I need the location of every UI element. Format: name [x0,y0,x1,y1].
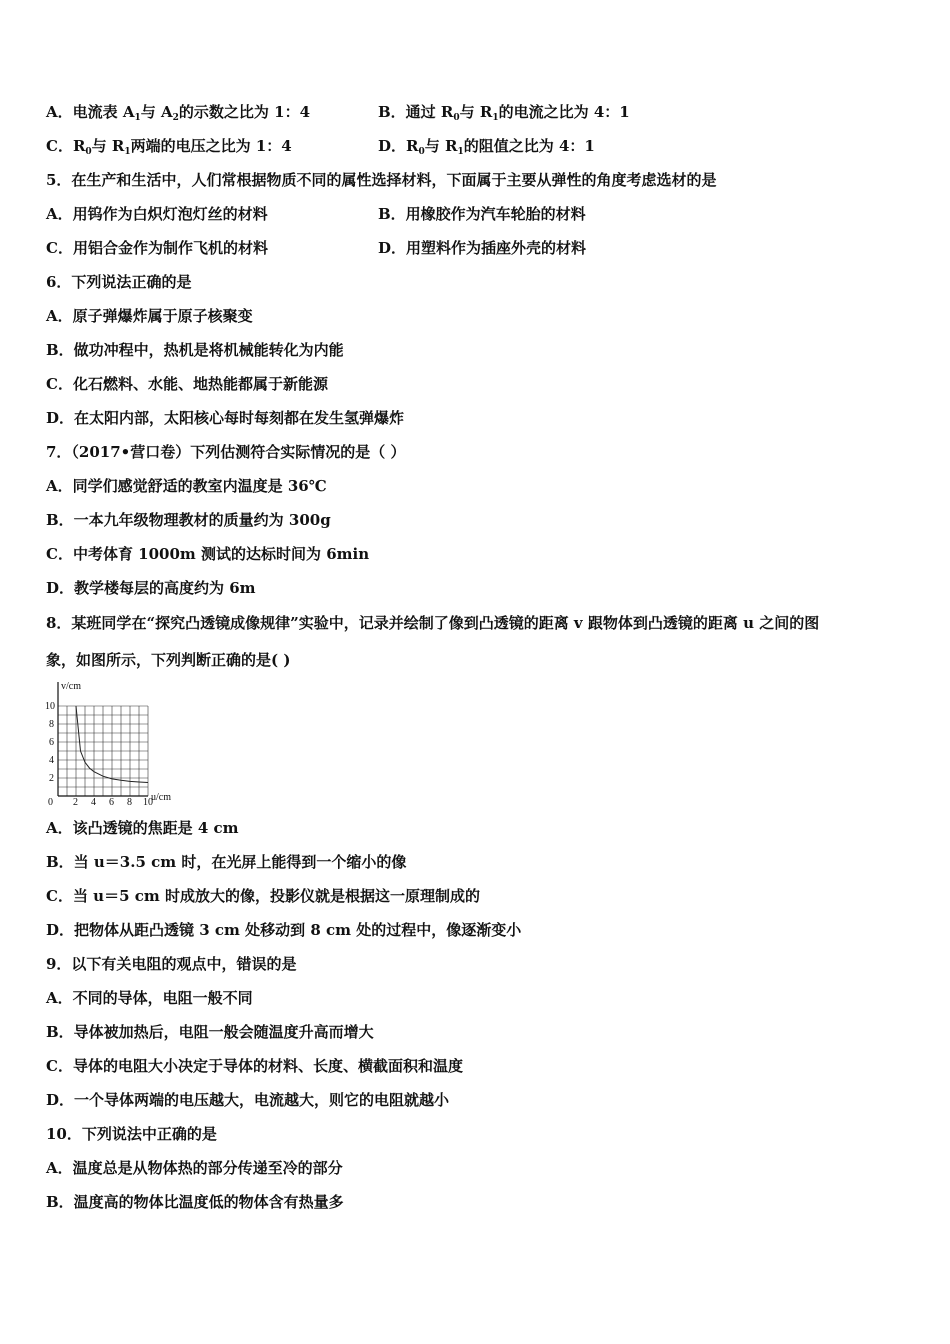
q8-option-a: A．该凸透镜的焦距是 4 cm [46,819,239,837]
q4-option-b: B．通过 $R_0$与 $R_1$的电流之比为 4：1 [378,103,630,123]
y-tick-label: 10 [45,701,55,712]
q8-stem-line1: 8．某班同学在“探究凸透镜成像规律”实验中，记录并绘制了像到凸透镜的距离 v 跟物体到凸透镜的距离 u 之间的图 [46,614,820,632]
q9-stem: 9．以下有关电阻的观点中，错误的是 [46,955,297,973]
q9-option-a: A．不同的导体，电阻一般不同 [46,989,253,1007]
q5-option-c: C．用铝合金作为制作飞机的材料 [46,239,268,257]
q7-option-b: B．一本九年级物理教材的质量约为 300g [46,511,331,529]
x-tick-label: 10 [143,797,153,805]
y-tick-label: 8 [49,719,54,730]
q6-option-c: C．化石燃料、水能、地热能都属于新能源 [46,375,328,393]
q7-option-d: D．教学楼每层的高度约为 6m [46,579,256,597]
q9-option-d: D．一个导体两端的电压越大，电流越大，则它的电阻就越小 [46,1091,450,1109]
q7-stem: 7．（2017•营口卷）下列估测符合实际情况的是（ ） [46,443,406,461]
q5-stem: 5．在生产和生活中，人们常根据物质不同的属性选择材料，下面属于主要从弹性的角度考虑选材的是 [46,171,717,189]
q9-option-c: C．导体的电阻大小决定于导体的材料、长度、横截面积和温度 [46,1057,463,1075]
q9-option-b: B．导体被加热后，电阻一般会随温度升高而增大 [46,1023,374,1041]
q5-option-d: D．用塑料作为插座外壳的材料 [378,239,587,257]
q7-option-a: A．同学们感觉舒适的教室内温度是 36℃ [46,477,327,495]
q10-option-b: B．温度高的物体比温度低的物体含有热量多 [46,1193,344,1211]
q6-option-d: D．在太阳内部，太阳核心每时每刻都在发生氢弹爆炸 [46,409,405,427]
q8-option-b: B．当 u＝3.5 cm 时，在光屏上能得到一个缩小的像 [46,853,407,871]
y-axis-label: v/cm [61,681,81,692]
tick-labels [45,701,153,805]
q8-option-c: C．当 u＝5 cm 时成放大的像，投影仪就是根据这一原理制成的 [46,887,480,905]
q10-option-a: A．温度总是从物体热的部分传递至冷的部分 [46,1159,343,1177]
x-tick-label: 4 [91,797,96,805]
q8-stem-line2: 象，如图所示，下列判断正确的是( ) [46,651,291,669]
x-axis-label: u/cm [151,792,171,803]
q6-option-b: B．做功冲程中，热机是将机械能转化为内能 [46,341,344,359]
x-tick-label: 2 [73,797,78,805]
graph-grid [58,706,148,796]
x-tick-label: 8 [127,797,132,805]
q4-option-c: C．$R_0$与 $R_1$两端的电压之比为 1：4 [46,137,292,157]
q5-option-b: B．用橡胶作为汽车轮胎的材料 [378,205,586,223]
y-tick-label: 2 [49,773,54,784]
y-tick-label: 6 [49,737,54,748]
v-u-graph [44,680,194,805]
q5-option-a: A．用钨作为白炽灯泡灯丝的材料 [46,205,268,223]
q7-option-c: C．中考体育 1000m 测试的达标时间为 6min [46,545,370,563]
x-tick-label: 6 [109,797,114,805]
x-tick-label: 0 [48,797,53,805]
q6-option-a: A．原子弹爆炸属于原子核聚变 [46,307,253,325]
y-tick-label: 4 [49,755,54,766]
q8-option-d: D．把物体从距凸透镜 3 cm 处移动到 8 cm 处的过程中，像逐渐变小 [46,921,522,939]
q4-option-a: A．电流表 $A_1$与 $A_2$的示数之比为 1：4 [46,103,311,123]
q10-stem: 10．下列说法中正确的是 [46,1125,217,1143]
q6-stem: 6．下列说法正确的是 [46,273,192,291]
q4-option-d: D．$R_0$与 $R_1$的阻值之比为 4：1 [378,137,595,157]
